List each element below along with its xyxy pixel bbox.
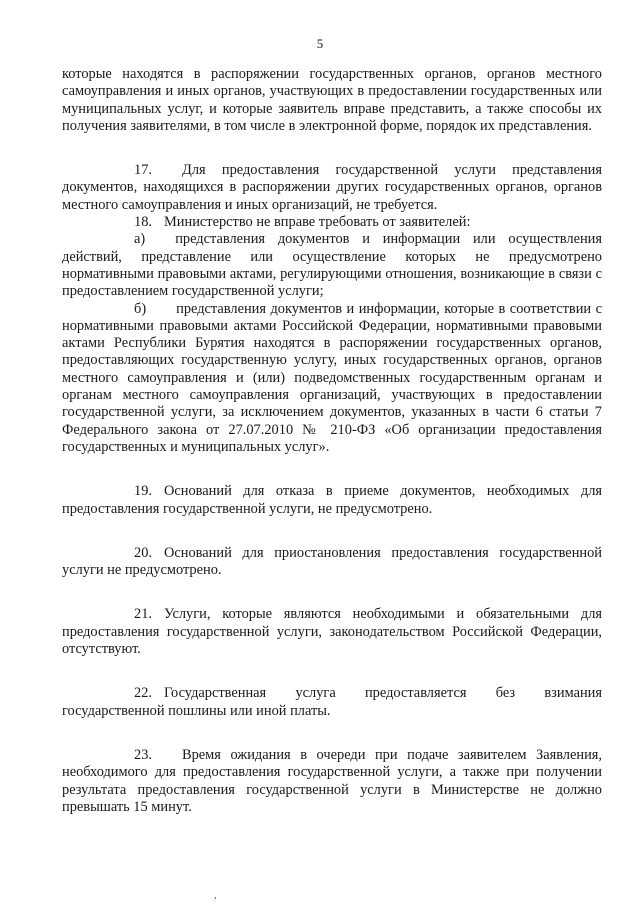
paragraph-continuation: которые находятся в распоряжении государственных органов, органов местного самоуправления и иных органов, участвующих в предоставлении государственных или муниципальных услуг, и которые заявитель вправе представить, а также способы их получения заявителями, в том числе в электронной форме, порядок их представления. (62, 66, 602, 134)
paragraph-21 (62, 606, 602, 658)
paragraph-number: 18. (134, 214, 152, 231)
paragraph-text: Время ожидания в очереди при подаче заявителем Заявления, необходимого для предоставления государственной услуги, а также при получении результата предоставления государственной услуги в Министерстве не должно превышать 15 минут. (62, 746, 602, 815)
document-body (62, 66, 602, 816)
paragraph-19 (62, 483, 602, 518)
paragraph-text: Услуги, которые являются необходимыми и обязательными для предоставления государственной услуги, законодательством Российской Федерации, отсутствуют. (62, 606, 602, 658)
paragraph-22 (62, 685, 602, 720)
paragraph-text: Для предоставления государственной услуги представления документов, находящихся в распоряжении других государственных органов, органов местного самоуправления и иных организаций, не требуется. (62, 162, 602, 213)
page-number: 5 (316, 36, 324, 51)
paragraph-number: 17. (134, 162, 152, 179)
paragraph-number: 21. (134, 606, 152, 623)
paragraph-number: а) (134, 231, 146, 248)
paragraph-number: 23. (134, 746, 152, 763)
paragraph-text: Оснований для отказа в приеме документов, необходимых для предоставления государственной услуги, не предусмотрено. (62, 483, 602, 517)
paragraph-text: Министерство не вправе требовать от заявителей: (164, 214, 471, 231)
paragraph-18 (62, 214, 602, 231)
paragraph-number: 22. (134, 685, 152, 702)
paragraph-23 (62, 747, 602, 816)
paragraph-number: б) (134, 300, 147, 317)
paragraph-17 (62, 162, 602, 214)
paragraph-text: представления документов и информации, которые в соответствии с нормативными правовыми актами Российской Федерации, нормативными правовыми актами Республики Бурятия находятся в распоряжении государственных органов, предоставляющих государственную услугу, иных государственных органов, органов местного самоуправления и (или) подведомственных государственным органам и органам местного самоуправления организаций, участвующих в предоставлении государственной услуги, за исключением документов, указанных в части 6 статьи 7 Федерального закона от 27.07.2010 № 210-ФЗ «Об организации предоставления государственных и муниципальных услуг». (62, 300, 602, 455)
paragraph-text: Государственная услуга предоставляется без взимания государственной пошлины или иной платы. (62, 685, 602, 719)
paragraph-number: 20. (134, 544, 152, 561)
paragraph-text: представления документов и информации или осуществления действий, представление или осуществление которых не предусмотрено нормативными правовыми актами, регулирующими отношения, возникающие в связи с предоставлением государственной услуги; (62, 231, 602, 300)
paragraph-18a (62, 231, 602, 300)
scan-mark: , (214, 890, 217, 901)
paragraph-20 (62, 545, 602, 580)
paragraph-18b (62, 301, 602, 457)
paragraph-number: 19. (134, 483, 152, 500)
paragraph-text: Оснований для приостановления предоставления государственной услуги не предусмотрено. (62, 544, 602, 579)
